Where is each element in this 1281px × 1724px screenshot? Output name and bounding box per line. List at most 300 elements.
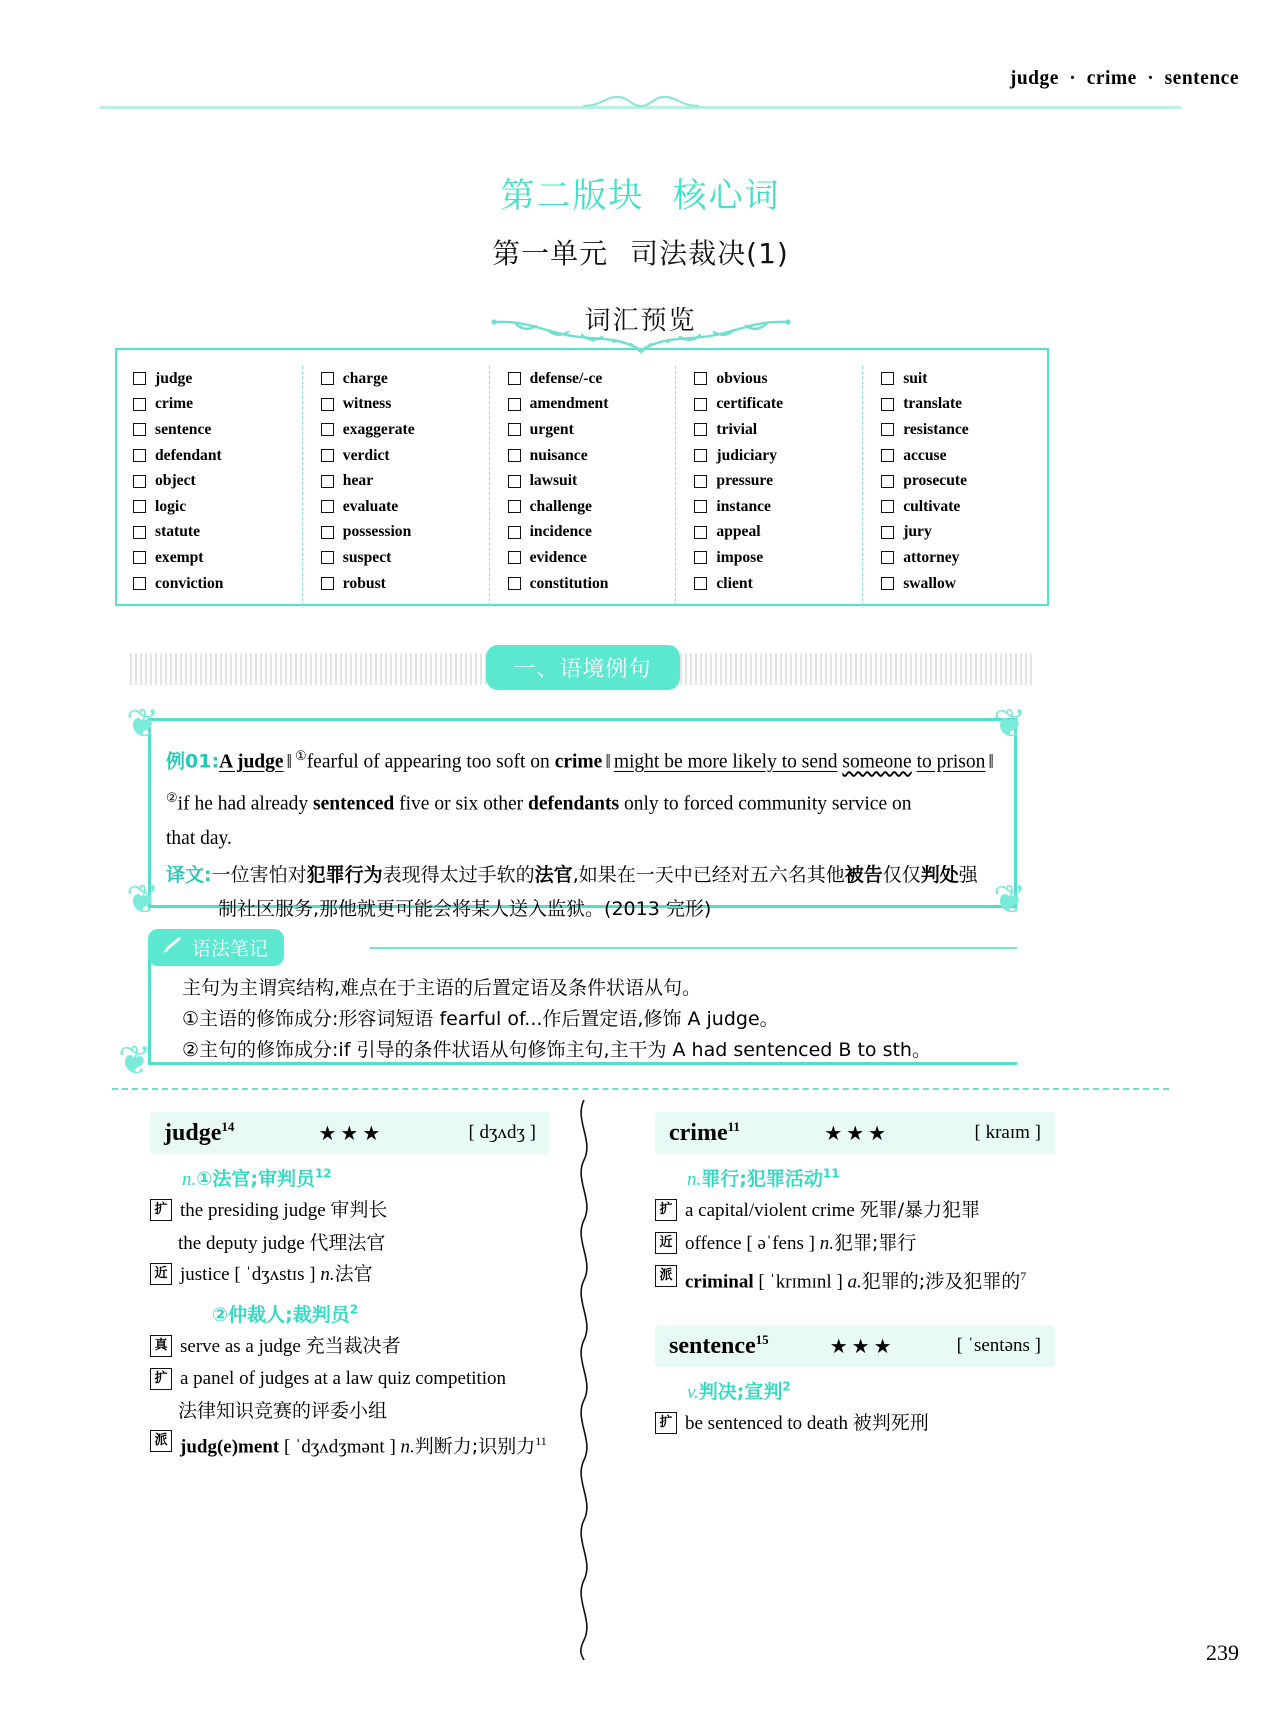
entry-frequency: 7	[1020, 1269, 1027, 1283]
page-number: 239	[1206, 1640, 1239, 1665]
column-divider-squiggle	[566, 1100, 602, 1660]
checkbox-icon[interactable]	[694, 526, 707, 539]
checkbox-icon[interactable]	[508, 577, 521, 590]
vocab-item[interactable]	[508, 520, 676, 546]
trans-1: 一位害怕对	[211, 864, 307, 886]
vocab-item-label: hear	[342, 472, 374, 490]
checkbox-icon[interactable]	[881, 423, 894, 436]
vocab-item-label: statute	[155, 523, 201, 541]
entry-text	[685, 1261, 1055, 1297]
running-head-word-1: judge	[1009, 68, 1059, 89]
example-line3: that day.	[166, 828, 232, 849]
vocab-item-label: object	[155, 472, 196, 490]
headword-text: judge	[164, 1120, 222, 1146]
tag-authentic-icon: 真	[150, 1335, 172, 1357]
checkbox-icon[interactable]	[881, 398, 894, 411]
vocab-item[interactable]	[508, 366, 676, 392]
translation-colon: :	[204, 864, 212, 886]
checkbox-icon[interactable]	[694, 577, 707, 590]
checkbox-icon[interactable]	[321, 449, 334, 462]
trans-line2: 制社区服务,那他就更可能会将某人送入监狱。(2013 完形)	[218, 898, 712, 920]
sense-gloss: 仲裁人;裁判员	[228, 1304, 350, 1326]
vocab-item[interactable]	[881, 392, 1049, 418]
vocab-item[interactable]	[881, 494, 1049, 520]
corner-flourish-icon: ❦	[993, 877, 1027, 922]
vocab-item[interactable]	[321, 366, 489, 392]
unit-title-sub: 司法裁决(1)	[630, 237, 789, 270]
trans-9: 强	[958, 864, 978, 886]
dictionary-separator	[112, 1088, 1169, 1090]
example-colon: :	[211, 750, 220, 773]
entry-cn: 审判长	[330, 1199, 388, 1221]
entry-row	[655, 1408, 1055, 1439]
sense-number: ①	[196, 1168, 213, 1190]
vocab-preview-grid	[115, 348, 1049, 606]
vocab-column-4	[675, 366, 862, 606]
entry-en: be sentenced to death	[685, 1413, 853, 1435]
trans-keyword-sentence: 判处	[920, 864, 959, 886]
sense-1	[687, 1164, 1055, 1191]
entry-row	[150, 1259, 550, 1290]
headword-text: crime	[669, 1120, 728, 1146]
dictionary-entry-crime	[655, 1112, 1055, 1441]
vocab-item-label: verdict	[342, 446, 390, 464]
entry-row	[655, 1228, 1055, 1259]
grammar-line: ②主句的修饰成分:if 引导的条件状语从句修饰主句,主干为 A had sentenced B to sth。	[182, 1039, 931, 1061]
checkbox-icon[interactable]	[694, 500, 707, 513]
vocab-item-label: witness	[342, 395, 392, 413]
vocab-item-label: evidence	[529, 548, 587, 566]
entry-text	[180, 1331, 550, 1362]
vocab-item[interactable]	[508, 417, 676, 443]
headword-bar	[655, 1325, 1055, 1367]
entry-cn: 法官	[334, 1263, 373, 1285]
entry-en: offence [ əˈfens ]	[685, 1233, 820, 1254]
corner-flourish-icon: ❦	[126, 877, 160, 922]
phonetic-transcription: [ kraɪm ]	[974, 1122, 1041, 1143]
pen-icon	[162, 936, 184, 959]
vocab-item[interactable]	[694, 392, 862, 418]
vocab-item[interactable]	[321, 417, 489, 443]
checkbox-icon[interactable]	[694, 372, 707, 385]
vocab-item[interactable]	[881, 571, 1049, 597]
checkbox-icon[interactable]	[133, 372, 146, 385]
importance-stars: ★★★	[824, 1122, 891, 1145]
example-object: someone	[842, 751, 912, 773]
checkbox-icon[interactable]	[508, 500, 521, 513]
checkbox-icon[interactable]	[881, 475, 894, 488]
checkbox-icon[interactable]	[694, 398, 707, 411]
checkbox-icon[interactable]	[881, 577, 894, 590]
unit-title-main: 第一单元	[492, 237, 609, 270]
vocab-item[interactable]	[694, 443, 862, 469]
vocab-item-label: incidence	[529, 523, 592, 541]
vocab-item[interactable]	[133, 520, 302, 546]
entry-text	[685, 1195, 1055, 1226]
section-title-main: 第二版块	[500, 176, 645, 216]
entry-en: justice [ ˈdʒʌstɪs ]	[180, 1264, 321, 1285]
part-of-speech: n.	[687, 1169, 702, 1190]
vocab-item[interactable]	[321, 545, 489, 571]
checkbox-icon[interactable]	[133, 500, 146, 513]
vocab-item-label: possession	[342, 523, 412, 541]
example-card	[120, 701, 1045, 922]
checkbox-icon[interactable]	[133, 423, 146, 436]
vocab-item-label: instance	[716, 497, 771, 515]
vocab-item-label: logic	[155, 497, 187, 515]
example-seg5: to prison	[916, 751, 986, 773]
vocab-item[interactable]	[508, 571, 676, 597]
vocab-item-label: certificate	[716, 395, 784, 413]
checkbox-icon[interactable]	[881, 372, 894, 385]
vocab-item[interactable]	[881, 468, 1049, 494]
tag-expand-icon: 扩	[655, 1199, 677, 1221]
checkbox-icon[interactable]	[321, 372, 334, 385]
checkbox-icon[interactable]	[508, 398, 521, 411]
trans-5: ,如果在一天中已经对五六名其他	[572, 864, 845, 886]
checkbox-icon[interactable]	[321, 577, 334, 590]
vocab-item-label: accuse	[903, 446, 947, 464]
vocab-item-label: exempt	[155, 548, 204, 566]
checkbox-icon[interactable]	[321, 398, 334, 411]
vocab-item-label: exaggerate	[342, 420, 415, 438]
example-body	[166, 738, 999, 926]
trans-keyword-defendant: 被告	[844, 864, 883, 886]
vocab-item[interactable]	[321, 494, 489, 520]
vocab-item[interactable]	[133, 571, 302, 597]
grammar-line: 主句为主谓宾结构,难点在于主语的后置定语及条件状语从句。	[182, 977, 702, 999]
vocab-item[interactable]	[321, 571, 489, 597]
vocab-item-label: swallow	[903, 574, 957, 592]
vocab-item[interactable]	[133, 392, 302, 418]
sense-1	[687, 1377, 1055, 1404]
vocab-item-label: robust	[342, 574, 386, 592]
entry-pos: n.	[320, 1264, 335, 1285]
headword-bar	[150, 1112, 550, 1154]
importance-stars: ★★★	[829, 1335, 896, 1358]
example-keyword-defendants: defendants	[528, 793, 620, 814]
vocab-item[interactable]	[321, 443, 489, 469]
entry-cn: 判断力;识别力	[414, 1435, 536, 1458]
vocab-item[interactable]	[694, 468, 862, 494]
entry-en: a capital/violent crime	[685, 1200, 860, 1221]
checkbox-icon[interactable]	[508, 526, 521, 539]
example-subject: A judge	[219, 751, 284, 773]
vocab-item[interactable]	[508, 545, 676, 571]
dictionary-entry-judge	[150, 1112, 550, 1464]
entry-pos: a.	[847, 1271, 862, 1293]
example-line-2	[166, 780, 999, 822]
entry-cn: 犯罪;罪行	[833, 1232, 917, 1254]
headword-text: sentence	[669, 1333, 756, 1360]
checkbox-icon[interactable]	[881, 500, 894, 513]
vocab-item-label: impose	[716, 548, 764, 566]
translation-label: 译文	[166, 864, 205, 886]
running-head-word-3: sentence	[1164, 68, 1239, 89]
example-bar: ‖	[605, 751, 611, 773]
checkbox-icon[interactable]	[508, 372, 521, 385]
checkbox-icon[interactable]	[321, 423, 334, 436]
example-keyword-crime: crime	[554, 751, 603, 773]
entry-en: a panel of judges at a law quiz competition	[180, 1368, 507, 1389]
vocab-item[interactable]	[508, 443, 676, 469]
example-line2-c: five or six other	[394, 793, 529, 814]
vocab-item-label: cultivate	[903, 497, 961, 515]
vocab-item-label: charge	[342, 369, 388, 387]
example-card-top-border	[148, 718, 1017, 721]
example-keyword-sentenced: sentenced	[313, 793, 395, 814]
vocab-item-label: client	[716, 574, 753, 592]
checkbox-icon[interactable]	[133, 475, 146, 488]
vocab-item-label: conviction	[155, 574, 224, 592]
entry-text	[180, 1426, 550, 1462]
tag-expand-icon: 扩	[150, 1368, 172, 1390]
grammar-card-top-border	[370, 947, 1017, 949]
checkbox-icon[interactable]	[508, 423, 521, 436]
example-line-3	[166, 821, 999, 856]
tag-derivative-icon: 派	[150, 1430, 172, 1452]
vocab-column-2	[302, 366, 489, 606]
checkbox-icon[interactable]	[508, 551, 521, 564]
vocab-item-label: obvious	[716, 369, 768, 387]
header-ornament-icon	[581, 94, 701, 115]
vocab-item-label: challenge	[529, 497, 592, 515]
vocab-item[interactable]	[133, 443, 302, 469]
vocab-item[interactable]	[133, 468, 302, 494]
vocab-item[interactable]	[133, 494, 302, 520]
checkbox-icon[interactable]	[694, 423, 707, 436]
entry-derivative-word: criminal	[685, 1271, 754, 1293]
checkbox-icon[interactable]	[694, 449, 707, 462]
vocab-item[interactable]	[694, 545, 862, 571]
sense-frequency: 12	[314, 1166, 332, 1181]
checkbox-icon[interactable]	[321, 526, 334, 539]
entry-row	[655, 1261, 1055, 1297]
checkbox-icon[interactable]	[133, 551, 146, 564]
entry-derivative-word: judg(e)ment	[180, 1436, 280, 1458]
vocab-item-label: constitution	[529, 574, 609, 592]
headword	[669, 1119, 740, 1147]
vocab-item[interactable]	[133, 417, 302, 443]
vocab-item[interactable]	[881, 545, 1049, 571]
vocab-item[interactable]	[508, 392, 676, 418]
example-translation-line-1	[166, 858, 999, 892]
trans-7: 仅仅	[882, 864, 921, 886]
example-bar: ‖	[286, 751, 293, 773]
trans-keyword-judge: 法官	[534, 864, 573, 886]
example-line-1	[166, 738, 999, 780]
vocab-column-5	[862, 366, 1049, 606]
vocab-item[interactable]	[694, 494, 862, 520]
vocab-item-label: sentence	[155, 420, 212, 438]
vocab-item[interactable]	[321, 468, 489, 494]
vocab-item-label: resistance	[903, 420, 969, 438]
vocab-preview-title: 词汇预览	[584, 306, 697, 336]
checkbox-icon[interactable]	[321, 500, 334, 513]
vocab-item[interactable]	[881, 417, 1049, 443]
dictionary-entry-sentence	[655, 1325, 1055, 1439]
trans-3: 表现得太过手软的	[382, 864, 535, 886]
entry-text	[685, 1228, 1055, 1259]
sense-frequency: 2	[349, 1302, 359, 1317]
checkbox-icon[interactable]	[881, 449, 894, 462]
vocab-item-label: pressure	[716, 472, 773, 490]
entry-row	[150, 1195, 550, 1226]
vocab-item-label: evaluate	[342, 497, 399, 515]
vocab-item-label: defendant	[155, 446, 222, 464]
vocab-item[interactable]	[133, 366, 302, 392]
vocab-item[interactable]	[881, 366, 1049, 392]
entry-pos: n.	[819, 1233, 834, 1254]
vocab-item[interactable]	[508, 494, 676, 520]
running-head	[1010, 68, 1239, 90]
vocab-item-label: suit	[903, 369, 928, 387]
example-mark-2: ②	[166, 789, 178, 805]
checkbox-icon[interactable]	[133, 449, 146, 462]
vocab-column-1	[115, 366, 302, 606]
entry-en: the presiding judge	[180, 1200, 331, 1221]
example-predicate: might be more likely to send	[613, 751, 838, 773]
running-head-word-2: crime	[1086, 68, 1137, 89]
checkbox-icon[interactable]	[508, 475, 521, 488]
headword	[669, 1332, 769, 1360]
running-head-sep-2: ·	[1147, 68, 1155, 89]
vocab-item[interactable]	[694, 520, 862, 546]
sense-number: ②	[212, 1304, 229, 1326]
entry-text	[180, 1195, 550, 1226]
example-number: 例01	[166, 750, 212, 773]
checkbox-icon[interactable]	[694, 475, 707, 488]
checkbox-icon[interactable]	[694, 551, 707, 564]
running-head-sep-1: ·	[1069, 68, 1077, 89]
vocab-item-label: urgent	[529, 420, 574, 438]
grammar-note-card	[118, 925, 1045, 1083]
headword-superscript: 11	[727, 1119, 740, 1134]
entry-row-continuation	[178, 1228, 550, 1259]
part-of-speech: n.	[182, 1169, 197, 1190]
entry-row	[150, 1331, 550, 1362]
sense-gloss: 法官;审判员	[212, 1168, 315, 1190]
vocab-item[interactable]	[694, 366, 862, 392]
example-seg2: fearful of appearing too soft on	[306, 751, 555, 773]
example-line2-a: if he had already	[177, 793, 314, 814]
tag-derivative-icon: 派	[655, 1265, 677, 1287]
section-banner	[130, 645, 1035, 693]
vocab-item-label: amendment	[529, 395, 609, 413]
corner-flourish-icon: ❦	[993, 701, 1027, 746]
tag-synonym-icon: 近	[655, 1232, 677, 1254]
entry-ipa: [ ˈdʒʌdʒmənt ]	[283, 1436, 396, 1458]
grammar-note-body	[182, 973, 1005, 1066]
vocab-item[interactable]	[508, 468, 676, 494]
checkbox-icon[interactable]	[321, 551, 334, 564]
checkbox-icon[interactable]	[881, 551, 894, 564]
vocab-item[interactable]	[321, 392, 489, 418]
headword-superscript: 15	[755, 1332, 769, 1348]
banner-label: 一、语境例句	[485, 645, 679, 690]
grammar-note-label: 语法笔记	[192, 938, 269, 960]
headword	[164, 1119, 234, 1147]
checkbox-icon[interactable]	[133, 577, 146, 590]
sense-frequency: 11	[822, 1166, 840, 1181]
entry-cn: 犯罪的;涉及犯罪的	[861, 1270, 1021, 1293]
entry-row	[150, 1364, 550, 1394]
vocab-item[interactable]	[694, 417, 862, 443]
sense-2	[212, 1300, 550, 1327]
vocab-item-label: appeal	[716, 523, 761, 541]
vocab-column-3	[489, 366, 676, 606]
example-translation-line-2	[218, 892, 999, 926]
corner-flourish-icon: ❦	[126, 701, 160, 746]
vocab-item-label: attorney	[903, 548, 960, 566]
vocab-item-label: judge	[155, 369, 193, 387]
entry-en: the deputy judge	[178, 1233, 310, 1254]
sense-1	[182, 1164, 550, 1191]
headword-superscript: 14	[221, 1119, 235, 1134]
vocab-item-label: suspect	[342, 548, 392, 566]
trans-keyword-crime: 犯罪行为	[306, 864, 383, 886]
example-mark-1: ①	[295, 748, 307, 763]
phonetic-transcription: [ dʒʌdʒ ]	[468, 1122, 536, 1143]
vocab-item[interactable]	[881, 520, 1049, 546]
entry-cn: 充当裁决者	[305, 1335, 401, 1357]
part-of-speech: v.	[687, 1382, 699, 1404]
example-bar: ‖	[988, 751, 994, 773]
phonetic-transcription: [ ˈsentəns ]	[956, 1335, 1041, 1357]
entry-pos: n.	[400, 1436, 415, 1458]
vocab-item-label: judiciary	[716, 446, 778, 464]
checkbox-icon[interactable]	[508, 449, 521, 462]
sense-gloss: 判决;宣判	[698, 1381, 783, 1404]
vocab-item-label: defense/-ce	[529, 369, 603, 387]
checkbox-icon[interactable]	[133, 398, 146, 411]
vocab-item-label: translate	[903, 395, 963, 413]
vocab-item[interactable]	[881, 443, 1049, 469]
vocab-item[interactable]	[133, 545, 302, 571]
entry-en: serve as a judge	[180, 1336, 306, 1357]
grammar-note-label-pill	[148, 929, 284, 966]
entry-ipa: [ ˈkrɪmɪnl ]	[758, 1271, 843, 1293]
example-line2-e: only to forced community service on	[619, 793, 912, 814]
page-title	[0, 168, 1281, 217]
checkbox-icon[interactable]	[133, 526, 146, 539]
checkbox-icon[interactable]	[881, 526, 894, 539]
entry-text	[180, 1364, 550, 1394]
vocab-item-label: lawsuit	[529, 472, 578, 490]
vocab-item-label: nuisance	[529, 446, 588, 464]
entry-row-continuation: 法律知识竞赛的评委小组	[178, 1400, 388, 1422]
headword-bar	[655, 1112, 1055, 1154]
entry-cn: 代理法官	[309, 1232, 386, 1254]
section-title-sub: 核心词	[672, 176, 781, 216]
entry-frequency: 11	[535, 1434, 547, 1448]
vocab-item-label: trivial	[716, 420, 758, 438]
entry-cn: 死罪/暴力犯罪	[859, 1199, 981, 1221]
checkbox-icon[interactable]	[321, 475, 334, 488]
tag-expand-icon: 扩	[655, 1412, 677, 1434]
vocab-item-label: crime	[155, 395, 194, 413]
sense-frequency: 2	[782, 1380, 791, 1394]
unit-title	[0, 232, 1281, 272]
entry-text	[180, 1259, 550, 1290]
vocab-item-label: prosecute	[903, 472, 967, 490]
vocab-item-label: jury	[903, 523, 932, 541]
entry-row	[150, 1426, 550, 1462]
vocab-item[interactable]	[321, 520, 489, 546]
entry-cn: 被判死刑	[852, 1412, 929, 1435]
vocab-item[interactable]	[694, 571, 862, 597]
entry-row	[655, 1195, 1055, 1226]
